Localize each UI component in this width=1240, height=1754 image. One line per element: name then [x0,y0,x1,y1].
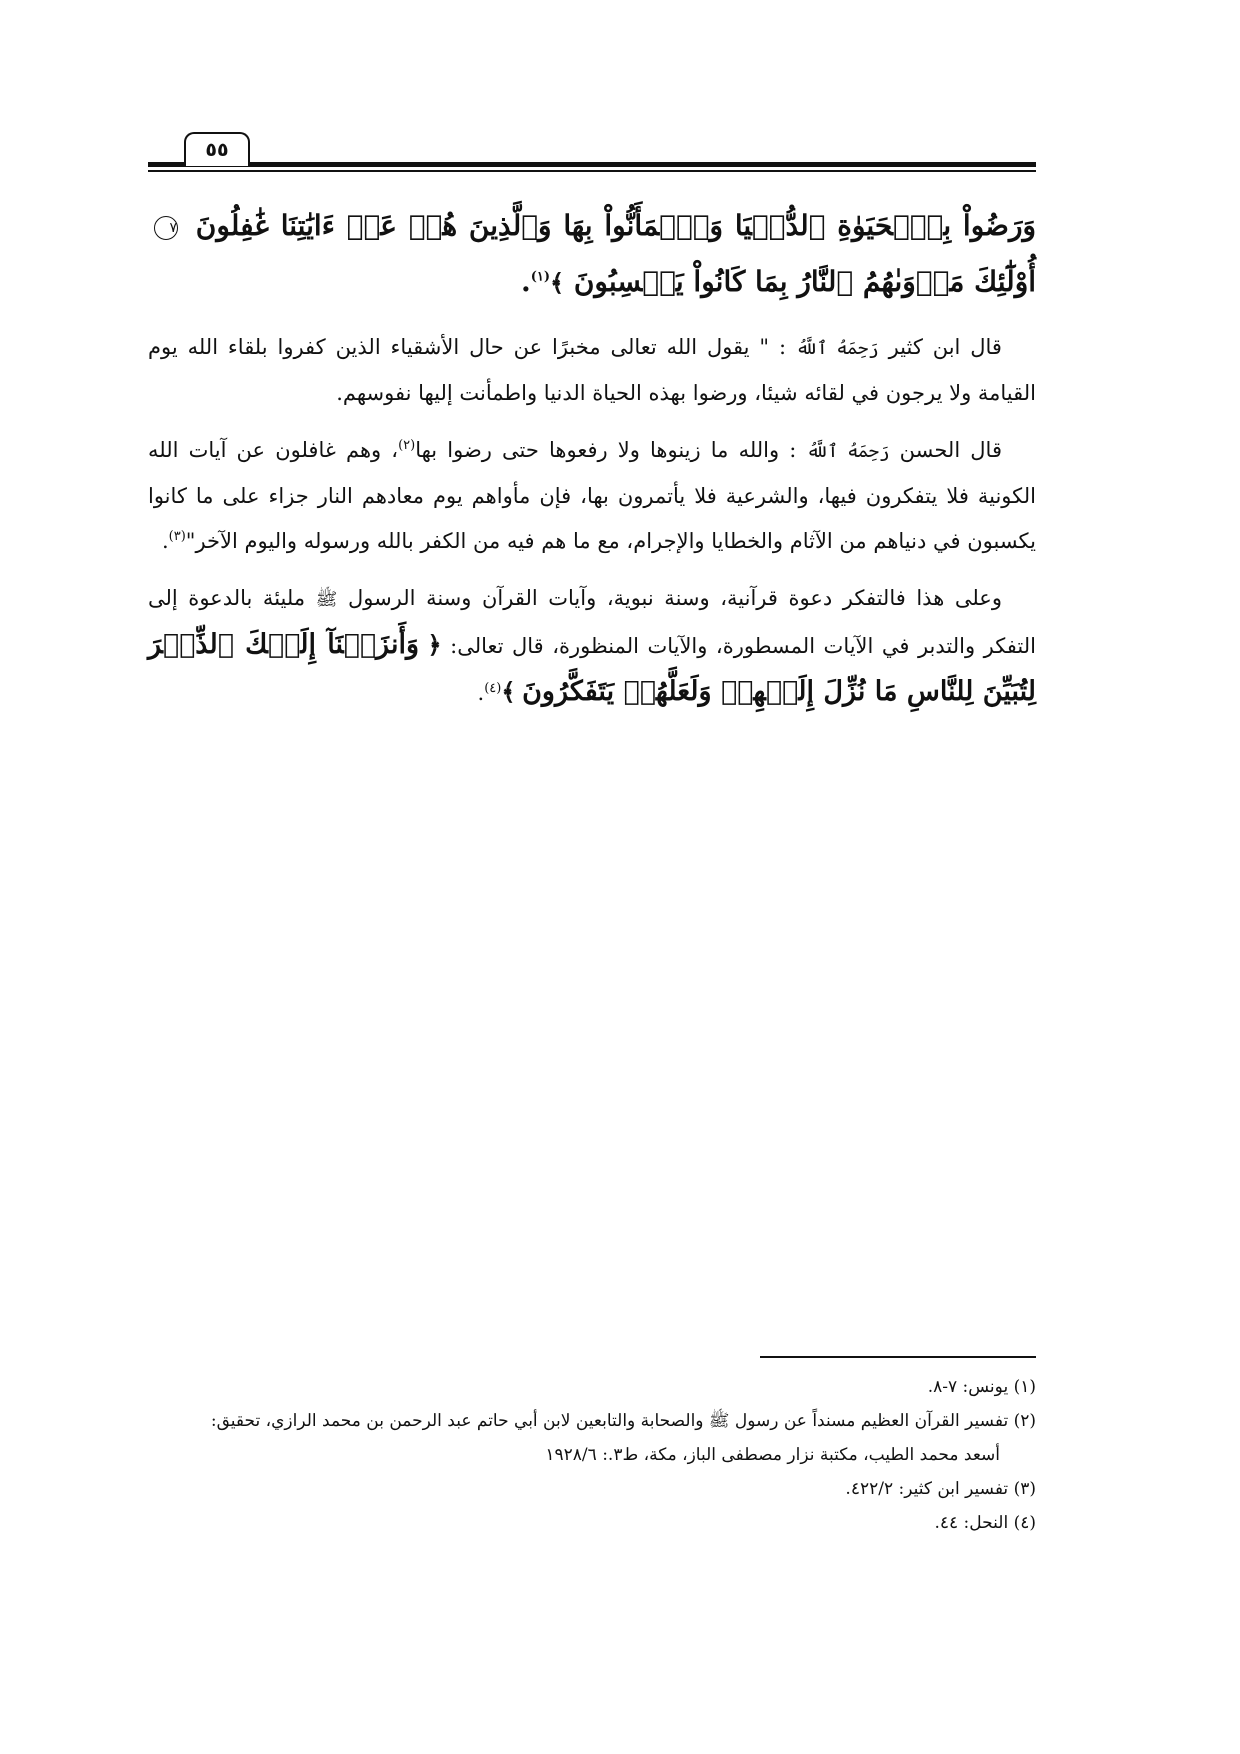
footnote-1: (١) يونس: ٧-٨. [927,1377,1036,1397]
honorific-glyph: رَحِمَهُ ٱللَّهُ [795,338,879,359]
page-number: ٥٥ [184,132,250,166]
paragraph1-text-b: : " يقول الله تعالى مخبرًا عن حال الأشقياء الذين كفروا بلقاء الله يوم القيامة ولا يرجون في لقائه شيئا، ورضوا بهذه الحياة الدنيا واطمأنت إليها نفوسهم. [148,335,1036,405]
quran-inline-verse: وَأَنزَلۡنَآ إِلَيۡكَ ٱلذِّكۡرَ لِتُبَيِّنَ لِلنَّاسِ مَا نُزِّلَ إِلَيۡهِمۡ وَلَعَلَّهُمۡ يَتَفَكَّرُونَ [148,629,1036,707]
paragraph3-text-b: مليئة بالدعوة إلى التفكر والتدبر في الآيات المسطورة، والآيات المنظورة، قال تعالى: [148,586,1037,658]
header-rule-thin [148,170,1036,172]
footnote-separator [760,1356,1036,1358]
verse-line-2: ٱلنَّارُ بِمَا كَانُواْ يَكۡسِبُونَ [573,265,854,298]
quran-open-bracket: ﴿ [427,630,442,659]
paragraph1-text-a: قال ابن كثير [888,335,1002,359]
footnote-3: (٣) تفسير ابن كثير: ٤٢٢/٢. [845,1479,1036,1499]
footnote-ref-2[interactable]: (٢) [398,438,416,453]
footnote-2: (٢) تفسير القرآن العظيم مسنداً عن رسول ﷺ والصحابة والتابعين لابن أبي حاتم عبد الرحمن بن محمد الرازي، تحقيق: [210,1411,1036,1431]
quran-verse-block [148,198,1036,311]
paragraph2-text-a: قال الحسن [899,438,1002,462]
paragraph2-text-c: ، وهم غافلون عن آيات الله الكونية فلا يتفكرون فيها، والشرعية فلا يأتمرون بها، فإن مأواهم يوم معادهم النار جزاء على ما كانوا يكسبون في دنياهم من الآثام والخطايا والإجرام، مع ما هم فيه من الكفر بالله ورسوله واليوم الآخر" [148,438,1036,553]
paragraph3-text-a: وعلى هذا فالتفكر دعوة قرآنية، وسنة نبوية، وآيات القرآن وسنة الرسول [347,586,1002,610]
paragraph3-end-punct: . [477,681,485,705]
verse-end-punct: . [520,265,531,298]
header-rule-thick [148,162,1036,167]
footnote-ref-1[interactable]: (١) [530,269,550,285]
verse-close-bracket: ﴾ [550,268,565,297]
footnote-ref-3[interactable]: (٣) [168,529,186,544]
verse-line-1: وَرَضُواْ بِٱلۡحَيَوٰةِ ٱلدُّنۡيَا وَٱطۡمَأَنُّواْ بِهَا وَٱلَّذِينَ هُمۡ عَنۡ ءَايَٰتِنَا غَٰفِلُونَ [195,209,1036,242]
verse-line-1-cont: أُوْلَٰٓئِكَ مَأۡوَىٰهُمُ [862,265,1036,298]
salawat-glyph: ﷺ [315,589,338,610]
ayah-number-marker: ٧ [154,216,178,240]
paragraph2-end-punct: . [161,529,169,553]
paragraph-tafakkur [148,576,1036,716]
paragraph2-text-b: : والله ما زينوها ولا رفعوها حتى رضوا بها [415,438,797,462]
footnote-2-continuation: أسعد محمد الطيب، مكتبة نزار مصطفى الباز، مكة، ط٣.: ١٩٢٨/٦ [545,1445,1000,1465]
quran-close-bracket: ﴾ [501,677,516,706]
footnote-ref-4[interactable]: (٤) [484,681,502,696]
footnotes-section [148,1370,1036,1540]
paragraph-al-hasan [148,428,1036,564]
honorific-glyph: رَحِمَهُ ٱللَّهُ [806,441,890,462]
main-content [148,198,1036,728]
footnote-4: (٤) النحل: ٤٤. [934,1513,1036,1533]
paragraph-ibn-kathir [148,325,1036,416]
